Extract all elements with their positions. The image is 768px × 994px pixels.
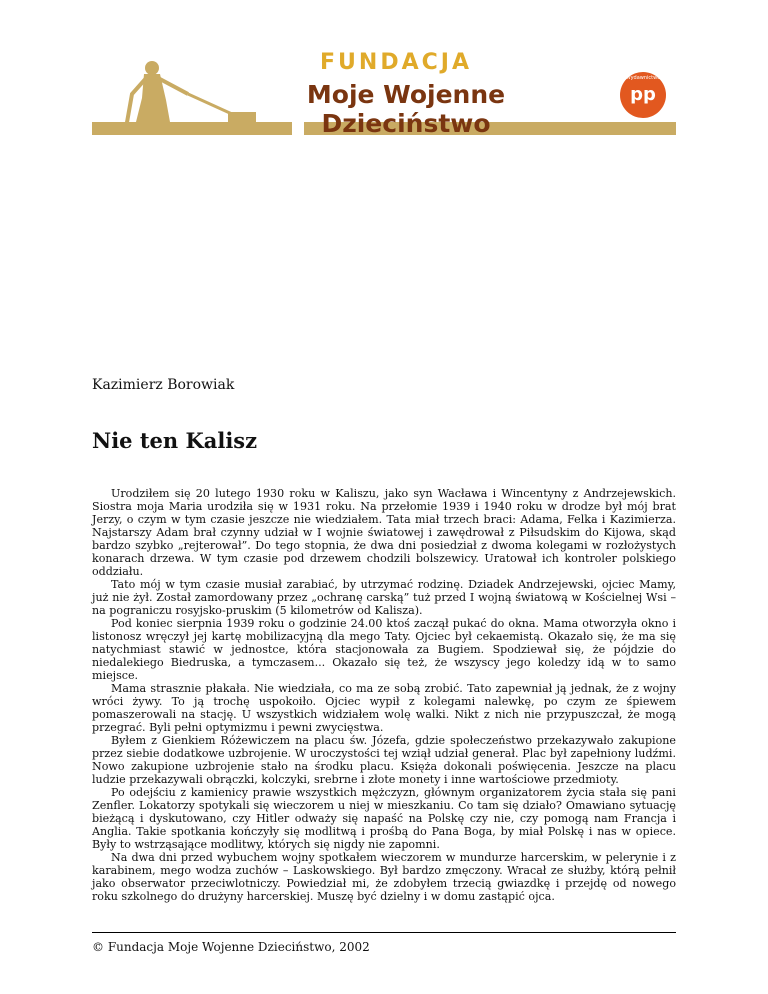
paragraph: Byłem z Gienkiem Różewiczem na placu św. Józefa, gdzie społeczeństwo przekazywało zakupione przez siebie dodatkowe uzbrojenie. W uroczystości tej wziął udział generał. Plac był zapełniony ludźmi. Nowo zakupione uzbrojenie stało na środku placu. Księża dokonali poświęcenia. Jeszcze na placu ludzie przekazywali obrączki, kolczyki, srebrne i złote monety i inne wartościowe przedmioty. <box>92 734 676 786</box>
document-title: Nie ten Kalisz <box>92 428 258 453</box>
foundation-title: Moje Wojenne Dzieciństwo <box>306 80 506 138</box>
header-banner <box>0 0 768 140</box>
foundation-label: FUNDACJA <box>320 50 472 75</box>
document-body <box>92 487 676 903</box>
paragraph: Na dwa dni przed wybuchem wojny spotkałem wieczorem w mundurze harcerskim, w pelerynie i z karabinem, mego wodza zuchów – Laskowskiego. Był bardzo zmęczony. Wracał ze służby, którą pełnił jako obserwator przeciwlotniczy. Powiedział mi, że zdobyłem trzecią gwiazdkę i przejdę od nowego roku szkolnego do drużyny harcerskiej. Muszę być dzielny i w domu zastąpić ojca. <box>92 851 676 903</box>
publisher-logo-small-text: Wydawnictwo <box>625 75 661 81</box>
paragraph: Mama strasznie płakała. Nie wiedziała, co ma ze sobą zrobić. Tato zapewniał ją jednak, że z wojny wróci żywy. To ją trochę uspokoiło. Ojciec wypił z kolegami nalewkę, po czym ze śpiewem pomaszerowali na stację. U wszystkich widziałem wolę walki. Nikt z nich nie przypuszczał, że mogą przegrać. Byli pełni optymizmu i pewni zwycięstwa. <box>92 682 676 734</box>
paragraph: Pod koniec sierpnia 1939 roku o godzinie 24.00 ktoś zaczął pukać do okna. Mama otworzyła okno i listonosz wręczył jej kartę mobilizacyjną dla mego Taty. Ojciec był cekaemistą. Okazało się, że ma się natychmiast stawić w jednostce, która stacjonowała za Bugiem. Spodziewał się, że pójdzie do niedalekiego Biedruska, a tymczasem... Okazało się też, że wszyscy jego koledzy idą w to samo miejsce. <box>92 617 676 682</box>
paragraph: Po odejściu z kamienicy prawie wszystkich mężczyzn, głównym organizatorem życia stała się pani Zenfler. Lokatorzy spotykali się wieczorem u niej w mieszkaniu. Co tam się działo? Omawiano sytuację bieżącą i dyskutowano, czy Hitler odważy się napaść na Polskę czy nie, czy pomogą nam Francja i Anglia. Takie spotkania kończyły się modlitwą i prośbą do Pana Boga, by miał Polskę i nas w opiece. Były to wstrząsające modlitwy, których się nigdy nie zapomni. <box>92 786 676 851</box>
paragraph: Tato mój w tym czasie musiał zarabiać, by utrzymać rodzinę. Dziadek Andrzejewski, ojciec Mamy, już nie żył. Został zamordowany przez „ochranę carską” tuż przed I wojną światową w Kościelnej Wsi – na pograniczu rosyjsko-pruskim (5 kilometrów od Kalisza). <box>92 578 676 617</box>
paragraph: Urodziłem się 20 lutego 1930 roku w Kaliszu, jako syn Wacława i Wincentyny z Andrzejewskich. Siostra moja Maria urodziła się w 1931 roku. Na przełomie 1939 i 1940 roku w drodze był mój brat Jerzy, o czym w tym czasie jeszcze nie wiedziałem. Tata miał trzech braci: Adama, Felka i Kazimierza. Najstarszy Adam brał czynny udział w I wojnie światowej i zawędrował z Piłsudskim do Kijowa, skąd bardzo szybko „rejterował”. Do tego stopnia, że dwa dni posiedział z dwoma kolegami w rozłożystych konarach drzewa. W tym czasie pod drzewem chodzili bolszewicy. Uratował ich kontroler polskiego oddziału. <box>92 487 676 578</box>
author-name: Kazimierz Borowiak <box>92 377 235 393</box>
footer-divider <box>92 932 676 933</box>
footer-copyright: © Fundacja Moje Wojenne Dzieciństwo, 2002 <box>92 940 370 954</box>
publisher-logo-text: pp <box>630 84 656 105</box>
